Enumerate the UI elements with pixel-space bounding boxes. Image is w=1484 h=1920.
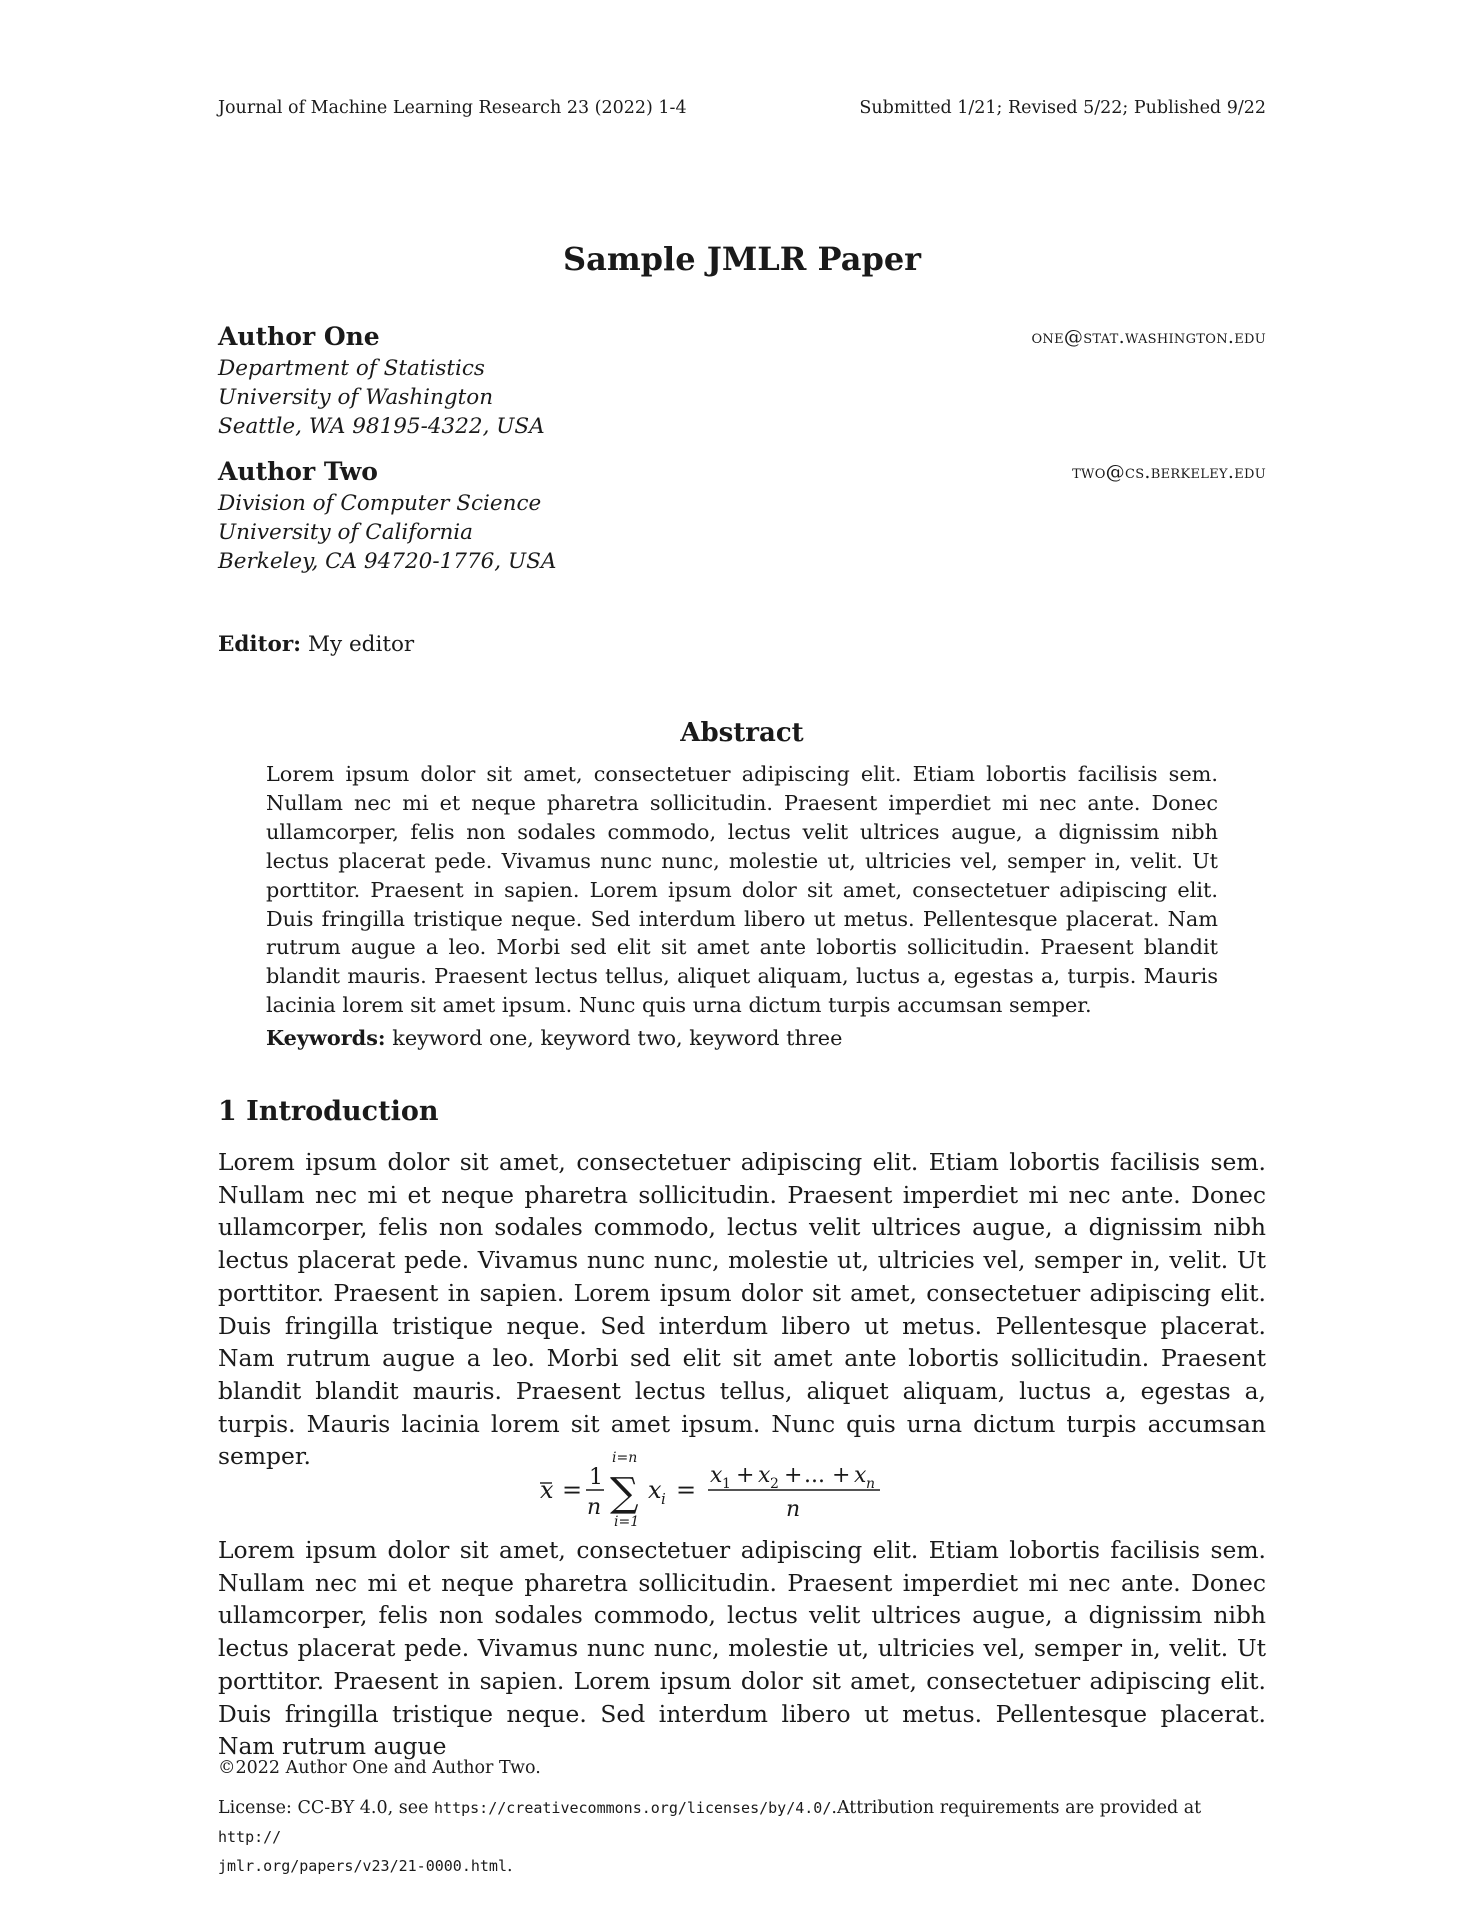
author-block: [218, 320, 1266, 441]
keywords-line: [266, 1024, 1218, 1052]
section-heading: 1 Introduction: [218, 1096, 439, 1127]
eq-sum-symbol: ∑: [610, 1470, 639, 1516]
eq-lhs: x: [540, 1476, 554, 1504]
editor-value: My editor: [307, 632, 415, 657]
journal-citation: Journal of Machine Learning Research 23 (2022) 1-4: [218, 98, 687, 118]
license-mid: .Attribution requirements are provided at: [831, 1798, 1202, 1818]
running-head: [218, 98, 1266, 118]
affiliation-line: University of Washington: [218, 385, 494, 410]
license-link[interactable]: https://creativecommons.org/licenses/by/4.0/: [434, 1799, 832, 1817]
eq-plus: +: [784, 1463, 803, 1488]
eq-frac1-num: 1: [589, 1465, 603, 1490]
eq-num-sub1: 1: [722, 1476, 731, 1492]
eq-frac1-den: n: [587, 1495, 602, 1520]
paper-title: Sample JMLR Paper: [562, 240, 922, 278]
affiliation-line: Seattle, WA 98195-4322, USA: [218, 414, 545, 439]
eq-num-x1: x: [710, 1463, 723, 1488]
keywords-label: Keywords:: [266, 1025, 386, 1050]
affiliation-line: Division of Computer Science: [218, 491, 542, 516]
affiliation-line: University of California: [218, 520, 473, 545]
attribution-link-part1[interactable]: http://: [218, 1828, 282, 1846]
affiliation-line: Department of Statistics: [218, 356, 485, 381]
eq-frac2-den: n: [786, 1497, 801, 1522]
eq-num-sub2: 2: [770, 1476, 779, 1492]
eq-plus: +: [832, 1463, 851, 1488]
license-end: .: [506, 1856, 513, 1876]
eq-sum-upper: i=n: [612, 1450, 638, 1466]
eq-term-sub: i: [661, 1490, 666, 1508]
author-block: [218, 455, 1266, 576]
author-email[interactable]: one@stat.washington.edu: [1031, 326, 1266, 348]
eq-equals: =: [676, 1476, 697, 1504]
keywords-list: keyword one, keyword two, keyword three: [392, 1026, 843, 1050]
eq-num-x2: x: [758, 1463, 771, 1488]
eq-num-xn: x: [854, 1463, 867, 1488]
editor-label: Editor:: [218, 632, 302, 657]
editor-line: [218, 632, 414, 657]
abstract-heading: Abstract: [680, 718, 804, 748]
copyright-notice: ©2022 Author One and Author Two.: [218, 1758, 541, 1778]
eq-num-subn: n: [866, 1476, 876, 1492]
abstract-text: Lorem ipsum dolor sit amet, consectetuer adipiscing elit. Etiam lobortis facilisis sem. Nullam nec mi et neque pharetra sollicitudin. Praesent imperdiet mi nec ante. Donec ullamcorper, felis non sodales commodo, lectus velit ultrices augue, a dignissim nibh lectus placerat pede. Vivamus nunc nunc, molestie ut, ultricies vel, semper in, velit. Ut porttitor. Praesent in sapien. Lorem ipsum dolor sit amet, consectetuer adipiscing elit. Duis fringilla tristique neque. Sed interdum libero ut metus. Pellentesque placerat. Nam rutrum augue a leo. Morbi sed elit sit amet ante lobortis sollicitudin. Praesent blandit blandit mauris. Praesent lectus tellus, aliquet aliquam, luctus a, egestas a, turpis. Mauris lacinia lorem sit amet ipsum. Nunc quis urna dictum turpis accumsan semper.: [266, 762, 1218, 1018]
body-paragraph: Lorem ipsum dolor sit amet, consectetuer adipiscing elit. Etiam lobortis facilisis sem. Nullam nec mi et neque pharetra sollicitudin. Praesent imperdiet mi nec ante. Donec ullamcorper, felis non sodales commodo, lectus velit ultrices augue, a dignissim nibh lectus placerat pede. Vivamus nunc nunc, molestie ut, ultricies vel, semper in, velit. Ut porttitor. Praesent in sapien. Lorem ipsum dolor sit amet, consectetuer adipiscing elit. Duis fringilla tristique neque. Sed interdum libero ut metus. Pellentesque placerat. Nam rutrum augue: [218, 1536, 1266, 1761]
author-name: Author One: [218, 322, 380, 351]
author-name: Author Two: [218, 457, 378, 486]
eq-sum-lower: i=1: [614, 1514, 640, 1530]
eq-term: x: [648, 1476, 662, 1504]
license-prefix: License: CC-BY 4.0, see: [218, 1798, 435, 1818]
eq-equals: =: [562, 1476, 583, 1504]
submission-dates: Submitted 1/21; Revised 5/22; Published 9/22: [859, 98, 1266, 118]
body-paragraph: Lorem ipsum dolor sit amet, consectetuer adipiscing elit. Etiam lobortis facilisis sem. Nullam nec mi et neque pharetra sollicitudin. Praesent imperdiet mi nec ante. Donec ullamcorper, felis non sodales commodo, lectus velit ultrices augue, a dignissim nibh lectus placerat pede. Vivamus nunc nunc, molestie ut, ultricies vel, semper in, velit. Ut porttitor. Praesent in sapien. Lorem ipsum dolor sit amet, consectetuer adipiscing elit. Duis fringilla tristique neque. Sed interdum libero ut metus. Pellentesque placerat. Nam rutrum augue a leo. Morbi sed elit sit amet ante lobortis sollicitudin. Praesent blandit blandit mauris. Praesent lectus tellus, aliquet aliquam, luctus a, egestas a, turpis. Mauris lacinia lorem sit amet ipsum. Nunc quis urna dictum turpis accumsan semper.: [218, 1148, 1266, 1471]
affiliation-line: Berkeley, CA 94720-1776, USA: [218, 549, 557, 574]
author-email[interactable]: two@cs.berkeley.edu: [1072, 461, 1266, 483]
eq-plus: +: [736, 1463, 755, 1488]
license-notice: [218, 1794, 1268, 1881]
attribution-link-part2[interactable]: jmlr.org/papers/v23/21-0000.html: [218, 1857, 507, 1875]
mean-equation: [540, 1448, 960, 1528]
eq-dots: ...: [804, 1463, 825, 1488]
